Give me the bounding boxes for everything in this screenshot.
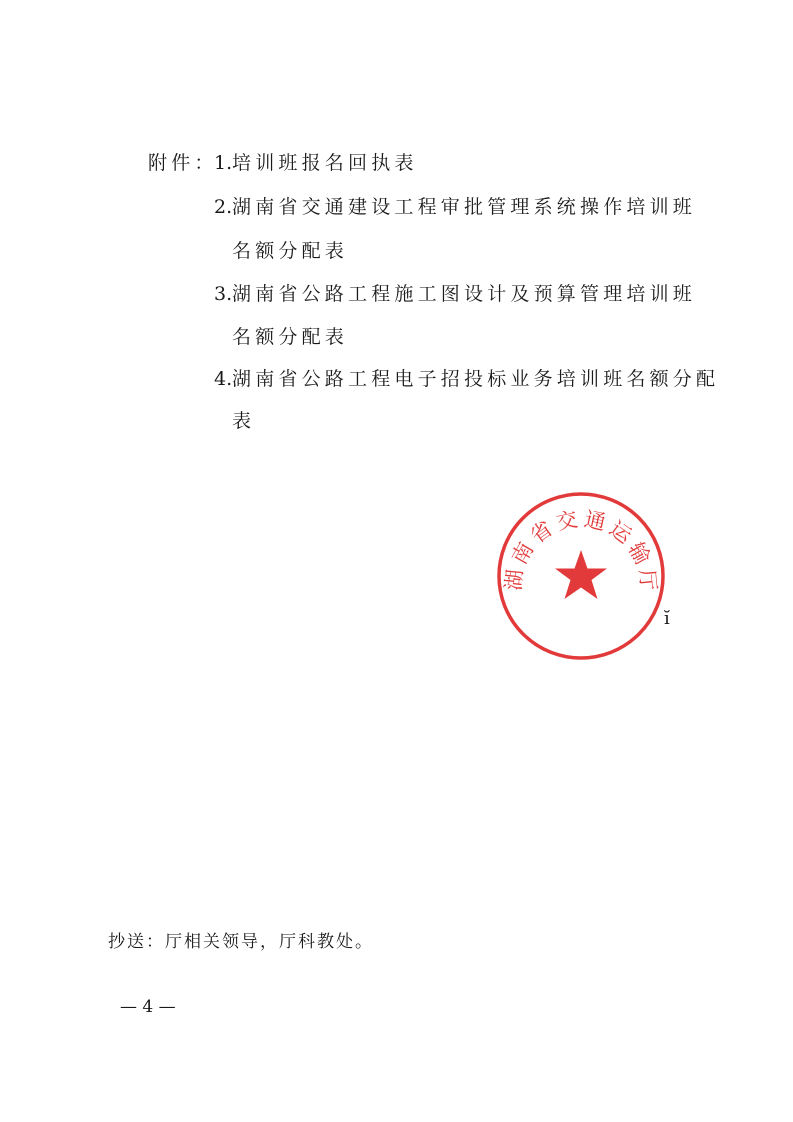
attachment-number: 3. bbox=[214, 283, 233, 305]
attachment-number: 1. bbox=[214, 152, 233, 174]
seal-graphic bbox=[495, 490, 667, 662]
attachment-title-continuation: 名额分配表 bbox=[232, 326, 349, 348]
attachment-number: 2. bbox=[214, 196, 233, 218]
attachment-item-3-continuation bbox=[232, 325, 348, 349]
attachment-title-continuation: 名额分配表 bbox=[232, 240, 349, 262]
stray-mark: ĭ bbox=[664, 608, 670, 629]
attachment-item-1 bbox=[214, 151, 418, 175]
attachment-title: 湖南省交通建设工程审批管理系统操作培训班 bbox=[232, 196, 697, 218]
seal-star-icon bbox=[555, 550, 607, 599]
attachment-item-3 bbox=[214, 282, 696, 306]
attachment-number: 4. bbox=[214, 368, 233, 390]
attachment-item-2 bbox=[214, 195, 696, 219]
page-number: — 4 — bbox=[120, 997, 176, 1017]
attachments-prefix bbox=[148, 151, 218, 175]
attachment-title: 培训班报名回执表 bbox=[232, 152, 418, 174]
official-seal bbox=[495, 490, 667, 662]
cc-line: 抄送：厅相关领导，厅科教处。 bbox=[108, 932, 374, 952]
attachment-title: 湖南省公路工程施工图设计及预算管理培训班 bbox=[232, 283, 697, 305]
attachment-item-4 bbox=[214, 367, 719, 391]
attachment-item-2-continuation bbox=[232, 239, 348, 263]
attachments-label: 附件： bbox=[148, 152, 218, 174]
attachment-title-continuation: 表 bbox=[232, 410, 256, 432]
attachment-item-4-continuation bbox=[232, 409, 255, 433]
seal-text: 湖 南 省 交 通 运 输 厅 bbox=[501, 507, 661, 592]
attachment-title: 湖南省公路工程电子招投标业务培训班名额分配 bbox=[232, 368, 720, 390]
